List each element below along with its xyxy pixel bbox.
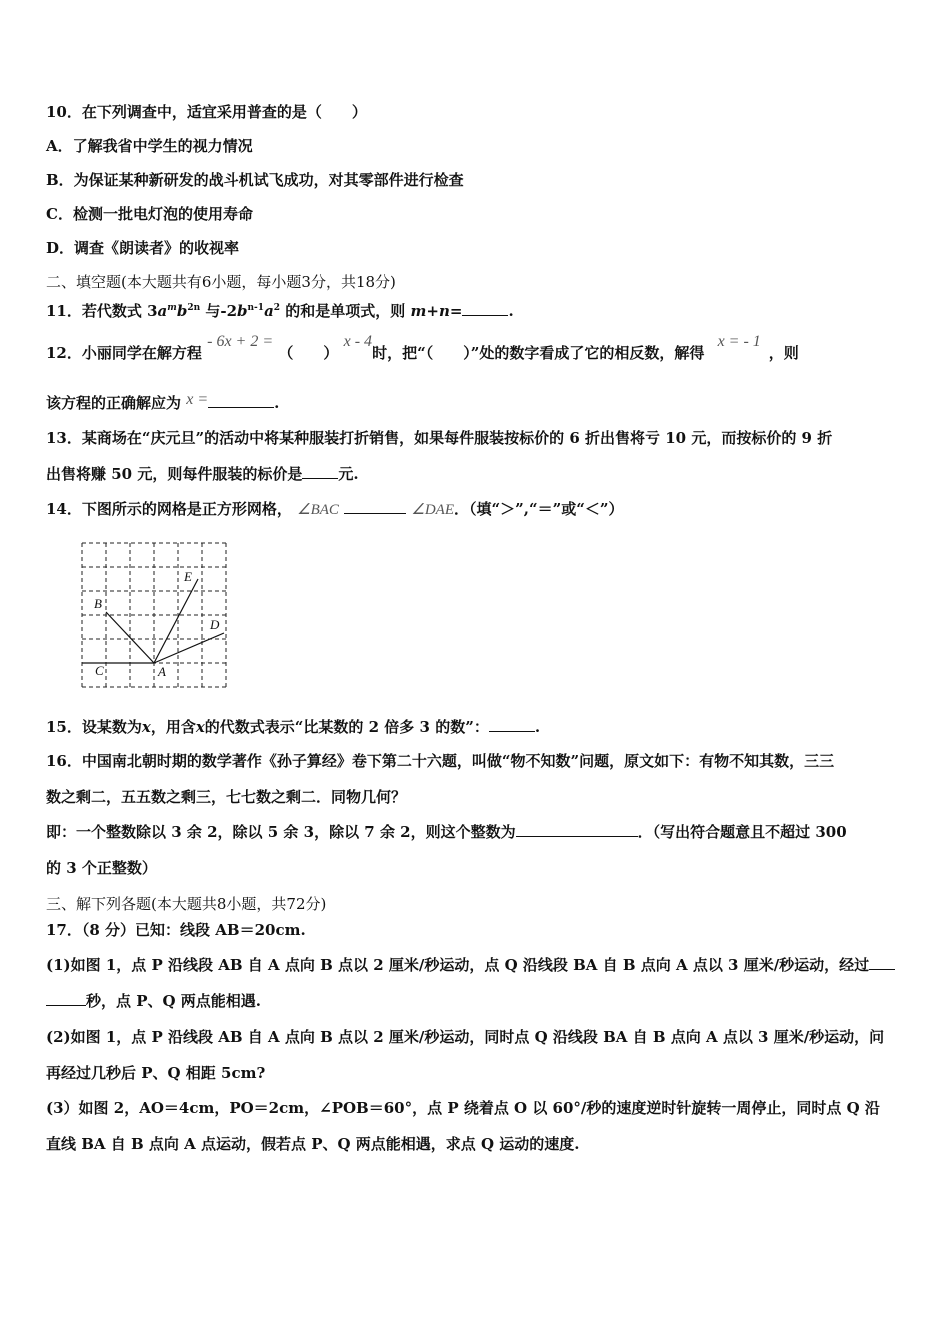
angle-rays [82, 579, 224, 663]
q17-part1-line2 [46, 991, 261, 1011]
q16-line1: 16．中国南北朝时期的数学著作《孙子算经》卷下第二十六题，叫做“物不知数”问题，原文如下：有物不知其数，三三 [46, 752, 835, 770]
q11 [46, 298, 514, 321]
q15-x2: x [195, 718, 205, 736]
q15-end: . [534, 718, 541, 736]
q17-part3-line2: 直线 BA 自 B 点向 A 点运动，假若点 P、Q 两点能相遇，求点 Q 运动的速度. [46, 1135, 580, 1153]
q11-eq: = [449, 302, 463, 320]
q12-line2-text: 该方程的正确解应为 [46, 394, 182, 412]
q16-answer-blank [516, 822, 638, 837]
q17-part2-line1: (2)如图 1，点 P 沿线段 AB 自 A 点向 B 点以 2 厘米/秒运动，同时点 Q 沿线段 BA 自 B 点向 A 点以 3 厘米/秒运动，问 [46, 1028, 885, 1046]
q13-line1: 13．某商场在“庆元旦”的活动中将某种服装打折销售，如果每件服装按标价的 6 折出售将亏 10 元，而按标价的 9 折 [46, 429, 833, 447]
q11-a1: a [157, 302, 168, 320]
q12-paren: （ ） [278, 344, 339, 362]
label-a: A [158, 664, 166, 679]
q12-x-equals: x = [186, 391, 209, 408]
q10-option-c: C．检测一批电灯泡的使用寿命 [46, 205, 253, 223]
q10-option-b: B．为保证某种新研发的战斗机试飞成功，对其零部件进行检查 [46, 171, 464, 189]
label-d: D [210, 617, 220, 632]
q16-line4: 的 3 个正整数） [46, 859, 157, 877]
q17-part1-blank-b [46, 991, 86, 1006]
q12-equation-right: x - 4 [343, 333, 373, 350]
q15-answer-blank [489, 717, 535, 732]
ray-ad [154, 633, 224, 663]
q16-line3 [46, 822, 847, 842]
q11-b2: b [237, 302, 248, 320]
label-e: E [184, 569, 192, 584]
q11-exp1: m [167, 303, 177, 313]
q15-prefix: 15．设某数为 [46, 718, 142, 736]
q12-mid: 时，把“（ ）”处的数字看成了它的相反数，解得 [372, 344, 705, 362]
q14-grid-figure [76, 535, 232, 693]
q14-suffix: ．（填“＞”,“＝”或“＜”） [453, 500, 624, 518]
q12-end: . [274, 394, 280, 412]
q13-answer-blank [302, 464, 338, 479]
q12-line1 [46, 333, 799, 364]
q14-angle-bac: ∠BAC [297, 502, 339, 518]
q15 [46, 717, 540, 737]
q11-a2: a [264, 302, 274, 320]
q13-line2-text: 出售将赚 50 元，则每件服装的标价是 [46, 465, 303, 483]
q17-stem: 17．（8 分）已知：线段 AB＝20cm. [46, 921, 306, 939]
q11-expr: m+n [410, 302, 450, 320]
q16-line2: 数之剩二，五五数之剩三，七七数之剩二．同物几何？ [46, 788, 407, 806]
q12-prefix: 12．小丽同学在解方程 [46, 344, 202, 362]
q16-note: ．（写出符合题意且不超过 300 [637, 823, 847, 841]
q11-mid: 与-2 [200, 302, 238, 320]
q12-solution: x = - 1 [717, 333, 761, 350]
q17-part2-line2: 再经过几秒后 P、Q 相距 5cm? [46, 1064, 266, 1082]
q15-x: x [141, 718, 151, 736]
q10-option-a: A．了解我省中学生的视力情况 [46, 137, 253, 155]
q12-line2 [46, 393, 279, 414]
q17-part3-line1: (3）如图 2，AO＝4cm，PO＝2cm，∠POB＝60°，点 P 绕着点 O 以 60°/秒的速度逆时针旋转一周停止，同时点 Q 沿 [46, 1099, 880, 1117]
q11-exp2: 2n [187, 303, 201, 313]
q12-then: ，则 [768, 344, 799, 362]
q17-part1-blank-a [869, 955, 895, 970]
q12-answer-blank [208, 393, 274, 408]
q17-part1-text: (1)如图 1，点 P 沿线段 AB 自 A 点向 B 点以 2 厘米/秒运动，点 Q 沿线段 BA 自 B 点向 A 点以 3 厘米/秒运动，经过 [46, 956, 870, 974]
q11-b1: b [176, 302, 188, 320]
q14-answer-blank [344, 499, 406, 514]
q11-prefix: 11．若代数式 3 [46, 302, 158, 320]
label-c: C [95, 663, 104, 678]
q10-stem: 10．在下列调查中，适宜采用普查的是（ ） [46, 103, 367, 121]
section-2-heading: 二、填空题(本大题共有6小题，每小题3分，共18分) [46, 273, 396, 291]
q11-suffix: 的和是单项式，则 [280, 302, 411, 320]
q14-prefix: 14．下图所示的网格是正方形网格， [46, 500, 292, 518]
q13-line2 [46, 464, 359, 484]
q17-part1-end: 秒，点 P、Q 两点能相遇. [86, 992, 262, 1010]
q11-end: . [508, 302, 514, 320]
section-3-heading: 三、解下列各题(本大题共8小题，共72分) [46, 895, 327, 913]
q14-angle-dae: ∠DAE [411, 502, 454, 518]
q13-unit: 元. [338, 465, 359, 483]
q11-exp3: n-1 [247, 303, 265, 313]
q15-suffix: 的代数式表示“比某数的 2 倍多 3 的数”： [204, 718, 489, 736]
q14 [46, 499, 623, 520]
q17-part1-line1 [46, 955, 895, 975]
q11-answer-blank [462, 301, 508, 316]
q15-mid: ，用含 [150, 718, 196, 736]
q11-exp4: 2 [273, 303, 281, 313]
q10-option-d: D．调查《朗读者》的收视率 [46, 239, 240, 257]
q12-equation-left: - 6x + 2 = [207, 333, 274, 350]
ray-ae [154, 579, 198, 663]
q16-line3-text: 即：一个整数除以 3 余 2，除以 5 余 3，除以 7 余 2，则这个整数为 [46, 823, 516, 841]
label-b: B [94, 596, 102, 611]
